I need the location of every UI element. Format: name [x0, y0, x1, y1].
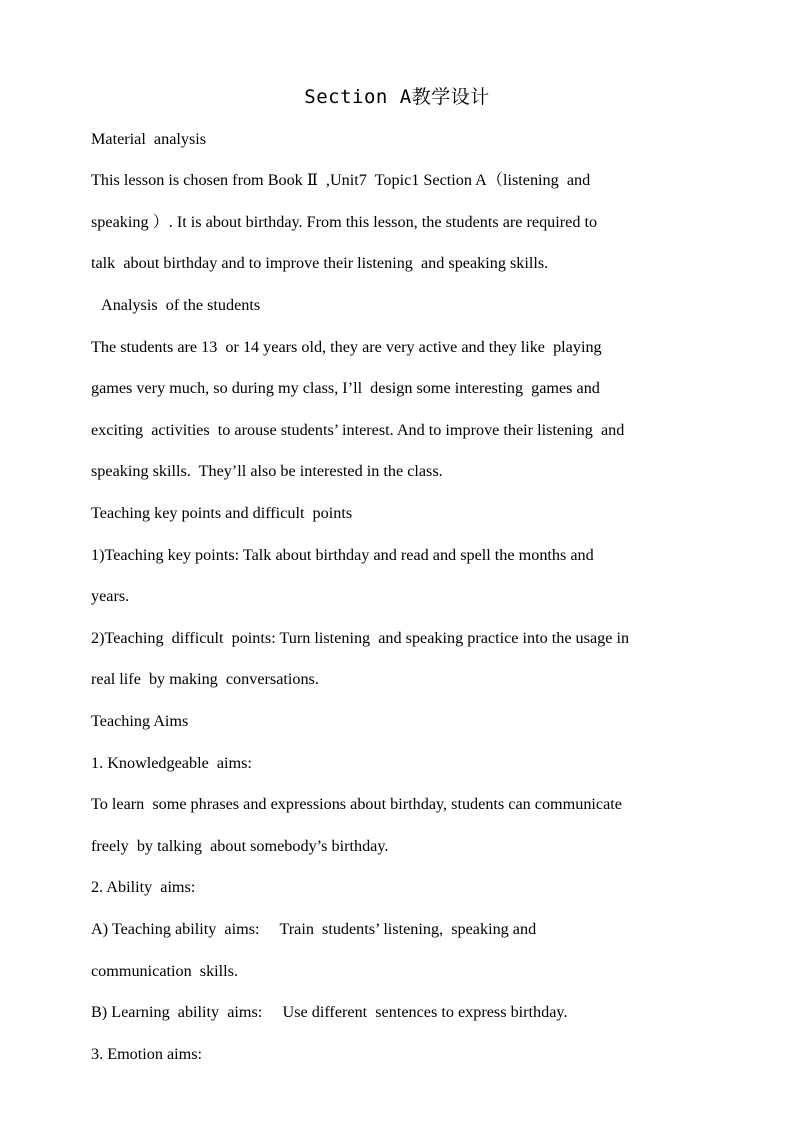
- paragraph-line: B) Learning ability aims: Use different sentences to express birthday.: [91, 1003, 568, 1021]
- paragraph-line: 2)Teaching difficult points: Turn listening and speaking practice into the usage in: [91, 629, 630, 647]
- paragraph-line: The students are 13 or 14 years old, they are very active and they like playing: [91, 338, 602, 356]
- paragraph-line: 1)Teaching key points: Talk about birthday and read and spell the months and: [91, 546, 594, 564]
- paragraph-line: games very much, so during my class, I’ll design some interesting games and: [91, 379, 600, 397]
- heading-key-points: Teaching key points and difficult points: [91, 504, 353, 522]
- paragraph-line: talk about birthday and to improve their listening and speaking skills.: [91, 254, 549, 272]
- paragraph-line: years.: [91, 587, 130, 605]
- subheading-knowledgeable-aims: 1. Knowledgeable aims:: [91, 754, 252, 772]
- heading-teaching-aims: Teaching Aims: [91, 712, 189, 730]
- paragraph-line: speaking skills. They’ll also be interested in the class.: [91, 462, 443, 480]
- paragraph-line: exciting activities to arouse students’ interest. And to improve their listening and: [91, 421, 625, 439]
- heading-analysis-of-students: Analysis of the students: [101, 296, 261, 314]
- paragraph-line: To learn some phrases and expressions about birthday, students can communicate: [91, 795, 622, 813]
- heading-material-analysis: Material analysis: [91, 130, 207, 148]
- paragraph-line: freely by talking about somebody’s birthday.: [91, 837, 389, 855]
- paragraph-line: speaking ）. It is about birthday. From this lesson, the students are required to: [91, 213, 598, 231]
- document-title: Section A教学设计: [304, 86, 490, 108]
- paragraph-line: A) Teaching ability aims: Train students’ listening, speaking and: [91, 920, 537, 938]
- subheading-emotion-aims: 3. Emotion aims:: [91, 1045, 203, 1063]
- subheading-ability-aims: 2. Ability aims:: [91, 878, 196, 896]
- paragraph-line: real life by making conversations.: [91, 670, 319, 688]
- paragraph-line: This lesson is chosen from Book Ⅱ ,Unit7 Topic1 Section A（listening and: [91, 171, 591, 189]
- paragraph-line: communication skills.: [91, 962, 239, 980]
